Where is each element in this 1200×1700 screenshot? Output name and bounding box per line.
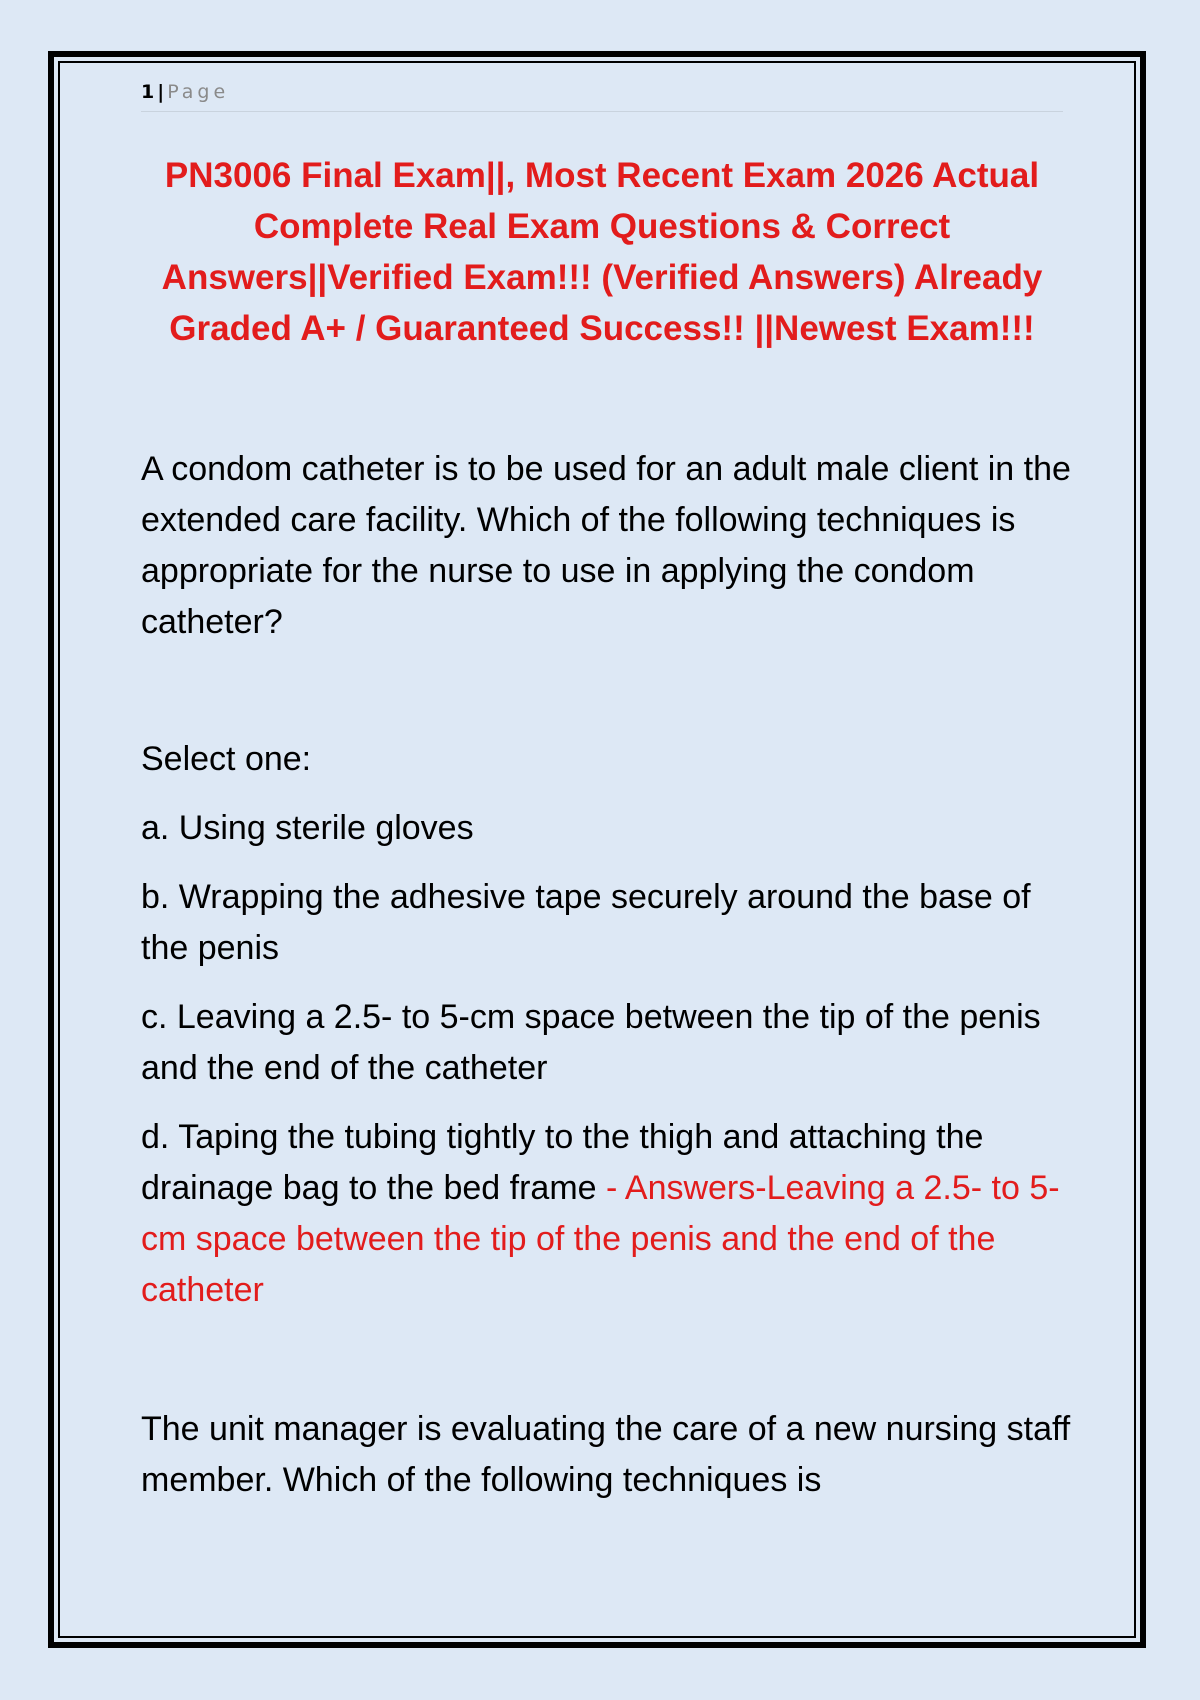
- question-2-stem: The unit manager is evaluating the care of a new nursing staff member. Which of the following techniques is: [141, 1410, 1071, 1499]
- option-b: [141, 872, 1076, 974]
- option-c-text: c. Leaving a 2.5- to 5-cm space between the tip of the penis and the end of the catheter: [141, 998, 1041, 1087]
- option-d: [141, 1112, 1076, 1316]
- document-title: PN3006 Final Exam||, Most Recent Exam 2026 Actual Complete Real Exam Questions & Correct Answers||Verified Exam!!! (Verified Answers) Already Graded A+ / Guaranteed Success!! ||Newest Exam!!!: [161, 156, 1043, 348]
- option-d-paragraph: [141, 1112, 1076, 1316]
- option-c: [141, 992, 1076, 1094]
- option-a-text: a. Using sterile gloves: [141, 809, 474, 847]
- option-b-text: b. Wrapping the adhesive tape securely around the base of the penis: [141, 878, 1031, 967]
- question-1-text: [141, 444, 1076, 648]
- select-one-prompt: [141, 734, 1076, 785]
- option-a: [141, 803, 1076, 854]
- select-one-label: Select one:: [141, 740, 312, 778]
- page-number: 1: [141, 81, 155, 103]
- answer-text: - Answers-Leaving a 2.5- to 5-cm space between the tip of the penis and the end of the catheter: [141, 1169, 1060, 1309]
- question-1-stem: A condom catheter is to be used for an adult male client in the extended care facility. Which of the following techniques is appropriate for the nurse to use in applying the condom catheter?: [141, 450, 1071, 641]
- header-divider: [141, 111, 1063, 112]
- page-number-header: [141, 81, 229, 103]
- question-2-text: [141, 1404, 1076, 1506]
- page-number-separator: |: [157, 81, 165, 103]
- page-label: Page: [167, 81, 230, 103]
- option-d-text: d. Taping the tubing tightly to the thigh and attaching the drainage bag to the bed frame: [141, 1118, 984, 1207]
